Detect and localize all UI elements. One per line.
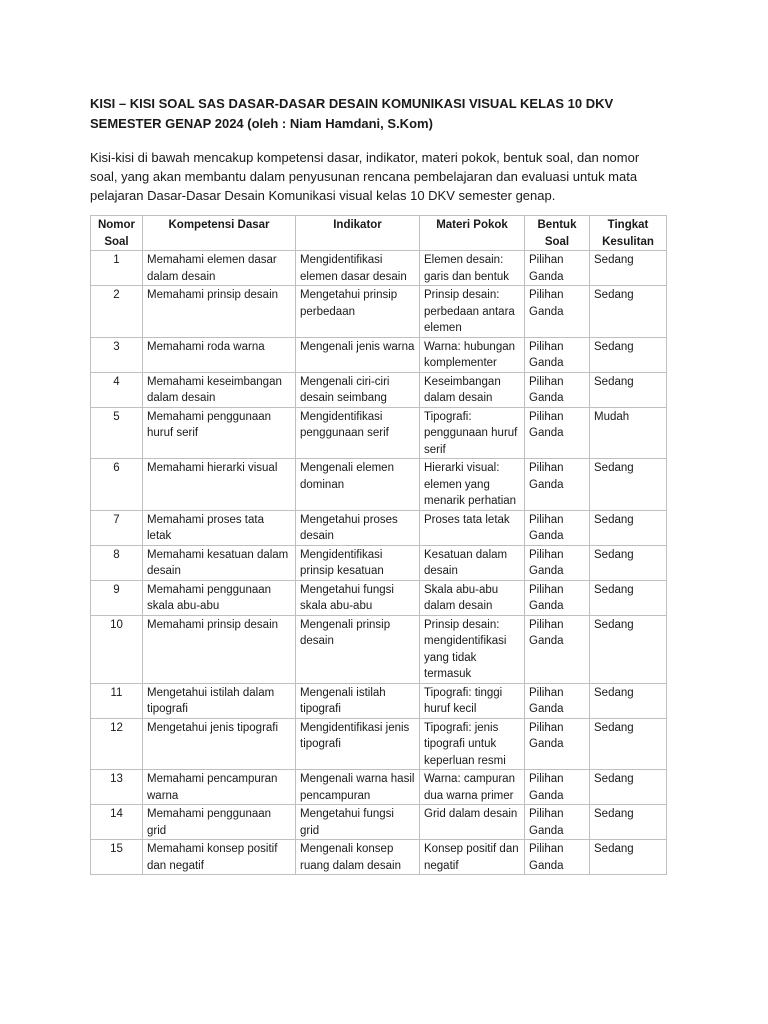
cell-tingkat: Sedang (590, 840, 667, 875)
cell-nomor: 9 (91, 580, 143, 615)
cell-materi: Proses tata letak (420, 510, 525, 545)
document-title: KISI – KISI SOAL SAS DASAR-DASAR DESAIN KOMUNIKASI VISUAL KELAS 10 DKV SEMESTER GENAP 2024 (oleh : Niam Hamdani, S.Kom) (90, 96, 614, 131)
cell-kompetensi: Memahami prinsip desain (143, 286, 296, 338)
cell-tingkat: Sedang (590, 510, 667, 545)
cell-tingkat: Sedang (590, 770, 667, 805)
cell-bentuk: Pilihan Ganda (525, 510, 590, 545)
cell-kompetensi: Memahami prinsip desain (143, 615, 296, 683)
cell-materi: Warna: campuran dua warna primer (420, 770, 525, 805)
header-kompetensi-dasar: Kompetensi Dasar (143, 216, 296, 251)
cell-kompetensi: Memahami roda warna (143, 337, 296, 372)
cell-kompetensi: Mengetahui istilah dalam tipografi (143, 683, 296, 718)
cell-nomor: 6 (91, 459, 143, 511)
cell-tingkat: Sedang (590, 718, 667, 770)
cell-bentuk: Pilihan Ganda (525, 459, 590, 511)
cell-nomor: 8 (91, 545, 143, 580)
cell-kompetensi: Memahami penggunaan grid (143, 805, 296, 840)
header-bentuk-soal: Bentuk Soal (525, 216, 590, 251)
table-row (91, 286, 667, 338)
cell-kompetensi: Mengetahui jenis tipografi (143, 718, 296, 770)
cell-tingkat: Sedang (590, 337, 667, 372)
cell-bentuk: Pilihan Ganda (525, 337, 590, 372)
header-materi-pokok: Materi Pokok (420, 216, 525, 251)
cell-bentuk: Pilihan Ganda (525, 615, 590, 683)
cell-materi: Konsep positif dan negatif (420, 840, 525, 875)
cell-kompetensi: Memahami elemen dasar dalam desain (143, 251, 296, 286)
cell-nomor: 1 (91, 251, 143, 286)
cell-bentuk: Pilihan Ganda (525, 251, 590, 286)
cell-materi: Keseimbangan dalam desain (420, 372, 525, 407)
cell-bentuk: Pilihan Ganda (525, 805, 590, 840)
cell-bentuk: Pilihan Ganda (525, 286, 590, 338)
table-row (91, 770, 667, 805)
cell-nomor: 7 (91, 510, 143, 545)
cell-kompetensi: Memahami hierarki visual (143, 459, 296, 511)
cell-bentuk: Pilihan Ganda (525, 545, 590, 580)
cell-bentuk: Pilihan Ganda (525, 840, 590, 875)
cell-nomor: 10 (91, 615, 143, 683)
cell-indikator: Mengenali jenis warna (296, 337, 420, 372)
cell-materi: Hierarki visual: elemen yang menarik perhatian (420, 459, 525, 511)
table-row (91, 615, 667, 683)
table-body (91, 251, 667, 875)
cell-kompetensi: Memahami keseimbangan dalam desain (143, 372, 296, 407)
table-header-row (91, 216, 667, 251)
cell-materi: Prinsip desain: mengidentifikasi yang tidak termasuk (420, 615, 525, 683)
cell-tingkat: Sedang (590, 615, 667, 683)
cell-tingkat: Sedang (590, 459, 667, 511)
cell-kompetensi: Memahami kesatuan dalam desain (143, 545, 296, 580)
cell-kompetensi: Memahami pencampuran warna (143, 770, 296, 805)
cell-tingkat: Sedang (590, 372, 667, 407)
cell-kompetensi: Memahami konsep positif dan negatif (143, 840, 296, 875)
cell-nomor: 15 (91, 840, 143, 875)
cell-materi: Skala abu-abu dalam desain (420, 580, 525, 615)
kisi-table (90, 215, 667, 875)
table-row (91, 510, 667, 545)
cell-materi: Tipografi: jenis tipografi untuk keperluan resmi (420, 718, 525, 770)
cell-tingkat: Mudah (590, 407, 667, 459)
cell-indikator: Mengidentifikasi prinsip kesatuan (296, 545, 420, 580)
cell-indikator: Mengenali ciri-ciri desain seimbang (296, 372, 420, 407)
cell-materi: Grid dalam desain (420, 805, 525, 840)
cell-bentuk: Pilihan Ganda (525, 407, 590, 459)
cell-materi: Tipografi: penggunaan huruf serif (420, 407, 525, 459)
cell-indikator: Mengidentifikasi penggunaan serif (296, 407, 420, 459)
intro-paragraph: Kisi-kisi di bawah mencakup kompetensi dasar, indikator, materi pokok, bentuk soal, dan nomor soal, yang akan membantu dalam penyusunan rencana pembelajaran dan evaluasi untuk mata pelajaran Dasar-Dasar Desain Komunikasi visual kelas 10 DKV semester genap. (90, 150, 640, 203)
cell-indikator: Mengidentifikasi jenis tipografi (296, 718, 420, 770)
table-row (91, 372, 667, 407)
cell-bentuk: Pilihan Ganda (525, 372, 590, 407)
document-page (90, 94, 670, 875)
cell-nomor: 14 (91, 805, 143, 840)
cell-tingkat: Sedang (590, 805, 667, 840)
cell-bentuk: Pilihan Ganda (525, 718, 590, 770)
cell-nomor: 5 (91, 407, 143, 459)
cell-indikator: Mengenali konsep ruang dalam desain (296, 840, 420, 875)
table-row (91, 718, 667, 770)
table-row (91, 840, 667, 875)
table-row (91, 407, 667, 459)
cell-bentuk: Pilihan Ganda (525, 683, 590, 718)
cell-nomor: 12 (91, 718, 143, 770)
table-row (91, 251, 667, 286)
cell-nomor: 11 (91, 683, 143, 718)
cell-indikator: Mengenali istilah tipografi (296, 683, 420, 718)
cell-tingkat: Sedang (590, 286, 667, 338)
cell-indikator: Mengetahui fungsi skala abu-abu (296, 580, 420, 615)
cell-nomor: 4 (91, 372, 143, 407)
cell-nomor: 2 (91, 286, 143, 338)
cell-indikator: Mengidentifikasi elemen dasar desain (296, 251, 420, 286)
cell-materi: Prinsip desain: perbedaan antara elemen (420, 286, 525, 338)
table-row (91, 580, 667, 615)
cell-indikator: Mengenali prinsip desain (296, 615, 420, 683)
table-row (91, 459, 667, 511)
header-nomor-soal: Nomor Soal (91, 216, 143, 251)
cell-tingkat: Sedang (590, 545, 667, 580)
table-row (91, 683, 667, 718)
cell-materi: Tipografi: tinggi huruf kecil (420, 683, 525, 718)
cell-kompetensi: Memahami penggunaan skala abu-abu (143, 580, 296, 615)
header-indikator: Indikator (296, 216, 420, 251)
cell-materi: Warna: hubungan komplementer (420, 337, 525, 372)
cell-tingkat: Sedang (590, 580, 667, 615)
cell-kompetensi: Memahami proses tata letak (143, 510, 296, 545)
cell-nomor: 13 (91, 770, 143, 805)
header-tingkat-kesulitan: Tingkat Kesulitan (590, 216, 667, 251)
cell-indikator: Mengenali elemen dominan (296, 459, 420, 511)
cell-tingkat: Sedang (590, 683, 667, 718)
cell-indikator: Mengetahui prinsip perbedaan (296, 286, 420, 338)
cell-bentuk: Pilihan Ganda (525, 580, 590, 615)
cell-indikator: Mengetahui fungsi grid (296, 805, 420, 840)
cell-materi: Elemen desain: garis dan bentuk (420, 251, 525, 286)
cell-tingkat: Sedang (590, 251, 667, 286)
table-row (91, 337, 667, 372)
cell-nomor: 3 (91, 337, 143, 372)
cell-materi: Kesatuan dalam desain (420, 545, 525, 580)
table-row (91, 545, 667, 580)
cell-bentuk: Pilihan Ganda (525, 770, 590, 805)
cell-indikator: Mengenali warna hasil pencampuran (296, 770, 420, 805)
cell-indikator: Mengetahui proses desain (296, 510, 420, 545)
table-row (91, 805, 667, 840)
cell-kompetensi: Memahami penggunaan huruf serif (143, 407, 296, 459)
